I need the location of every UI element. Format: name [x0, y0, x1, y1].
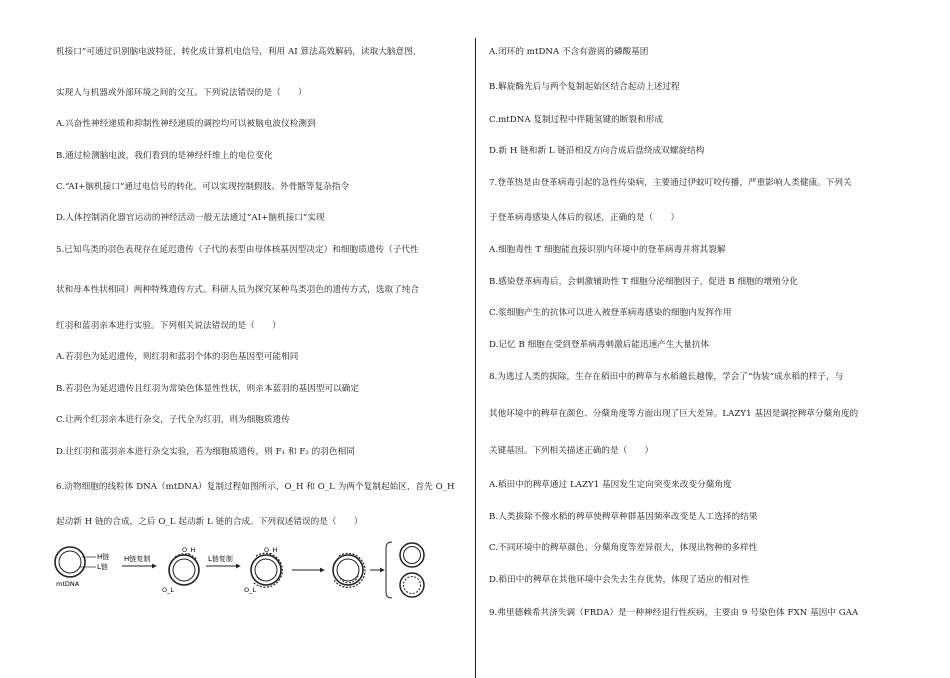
option-line: B.通过检测脑电波，我们看到的是神经纤维上的电位变化 [56, 151, 273, 161]
question-line: 7.登革热是由登革病毒引起的急性传染病，主要通过伊蚊叮咬传播，严重影响人类健康。下列关 [489, 178, 852, 188]
origin-l-label: O_L [162, 586, 174, 594]
option-line: C.mtDNA 复制过程中伴随氢键的断裂和形成 [489, 115, 664, 125]
step2-label: L链复制 [208, 555, 233, 563]
question-line: 起动新 H 链的合成，之后 O_L 起动新 L 链的合成。下列叙述错误的是（ ） [56, 517, 363, 527]
text-line: 实现人与机器或外部环境之间的交互。下列说法错误的是（ ） [56, 88, 307, 98]
option-line: C.让两个红羽亲本进行杂交，子代全为红羽，则为细胞质遗传 [56, 415, 290, 425]
l-strand-label: L链 [97, 563, 108, 571]
daughter-mtdna-1 [400, 543, 424, 567]
option-line: D.稻田中的稗草在其他环境中会失去生存优势，体现了适应的相对性 [489, 575, 750, 585]
origin-h-label: O_H [182, 546, 196, 554]
option-line: D.记忆 B 细胞在受到登革病毒刺激后能迅速产生大量抗体 [489, 340, 710, 350]
h-strand-label: H链 [97, 553, 110, 561]
question-line: 状和母本性状相同）两种特殊遗传方式。科研人员为探究某种鸟类羽色的遗传方式，选取了纯合 [56, 285, 420, 295]
question-line: 其他环境中的稗草在颜色、分蘖角度等方面出现了巨大差异。LAZY1 基因是调控稗草分蘖角度的 [489, 409, 859, 419]
daughter-mtdna-2 [400, 573, 424, 597]
column-divider [475, 38, 476, 678]
option-line: D.人体控制消化器官运动的神经活动一般无法通过“AI+脑机接口”实现 [56, 213, 325, 223]
mtdna-replication-diagram [52, 540, 458, 606]
option-line: C.浆细胞产生的抗体可以进入被登革病毒感染的细胞内发挥作用 [489, 308, 732, 318]
option-line: D.新 H 链和新 L 链沿相反方向合成后盘绕成双螺旋结构 [489, 146, 705, 156]
question-line: 8.为逃过人类的拔除，生存在稻田中的稗草与水稻越长越像，学会了“伪装”成水稻的样子，与 [489, 372, 844, 382]
question-line: 5.已知鸟类的羽色表现存在延迟遗传（子代的表型由母体核基因型决定）和细胞质遗传（子代性 [56, 245, 419, 255]
option-line: B.感染登革病毒后，会刺激辅助性 T 细胞分泌细胞因子，促进 B 细胞的增殖分化 [489, 277, 799, 287]
result-bracket [386, 542, 392, 598]
text-line: 机接口”可通过识别脑电波特征，转化成计算机电信号，利用 AI 算法高效解码，读取大脑意图， [56, 47, 422, 57]
question-line: 于登革病毒感染人体后的叙述，正确的是（ ） [489, 213, 680, 223]
option-line: B.若羽色为延迟遗传且红羽为常染色体显性性状，则亲本蓝羽的基因型可以确定 [56, 384, 360, 394]
option-line: A.稻田中的稗草通过 LAZY1 基因发生定向突变来改变分蘖角度 [489, 480, 732, 490]
option-line: C.不同环境中的稗草颜色、分蘖角度等差异很大，体现出物种的多样性 [489, 543, 758, 553]
question-line: 关键基因。下列相关描述正确的是（ ） [489, 446, 654, 456]
option-line: A.若羽色为延迟遗传，则红羽和蓝羽个体的羽色基因型可能相同 [56, 352, 299, 362]
option-line: A.细胞毒性 T 细胞能直接识别内环境中的登革病毒并将其裂解 [489, 245, 726, 255]
origin-h-label: O_H [264, 546, 278, 554]
option-line: A.兴奋性神经递质和抑制性神经递质的调控均可以被脑电波仪检测到 [56, 119, 316, 129]
mtdna-circle [55, 547, 85, 577]
question-line: 9.弗里德赖希共济失调（FRDA）是一种神经退行性疾病，主要由 9 号染色体 FXN 基因中 GAA [489, 608, 859, 618]
option-line: C.“AI+脑机接口”通过电信号的转化，可以实现控制假肢、外骨骼等复杂指令 [56, 182, 350, 192]
option-line: A.闭环的 mtDNA 不含有游离的磷酸基团 [489, 47, 649, 57]
option-line: B.人类拔除不像水稻的稗草使稗草种群基因频率改变是人工选择的结果 [489, 512, 758, 522]
question-line: 6.动物细胞的线粒体 DNA（mtDNA）复制过程如图所示，O_H 和 O_L 为两个复制起始区，首先 O_H [56, 482, 455, 492]
mtdna-label: mtDNA [56, 580, 80, 588]
option-line: D.让红羽和蓝羽亲本进行杂交实验，若为细胞质遗传，则 F₁ 和 F₂ 的羽色相同 [56, 447, 355, 457]
l-replication-circle [251, 553, 282, 587]
origin-l-label: O_L [244, 586, 256, 594]
nearly-complete-circle [333, 553, 365, 587]
h-replication-circle [169, 554, 199, 585]
question-line: 红羽和蓝羽亲本进行实验。下列相关说法错误的是（ ） [56, 321, 281, 331]
option-line: B.解旋酶先后与两个复制起始区结合起动上述过程 [489, 82, 680, 92]
step1-label: H链复制 [124, 555, 151, 563]
